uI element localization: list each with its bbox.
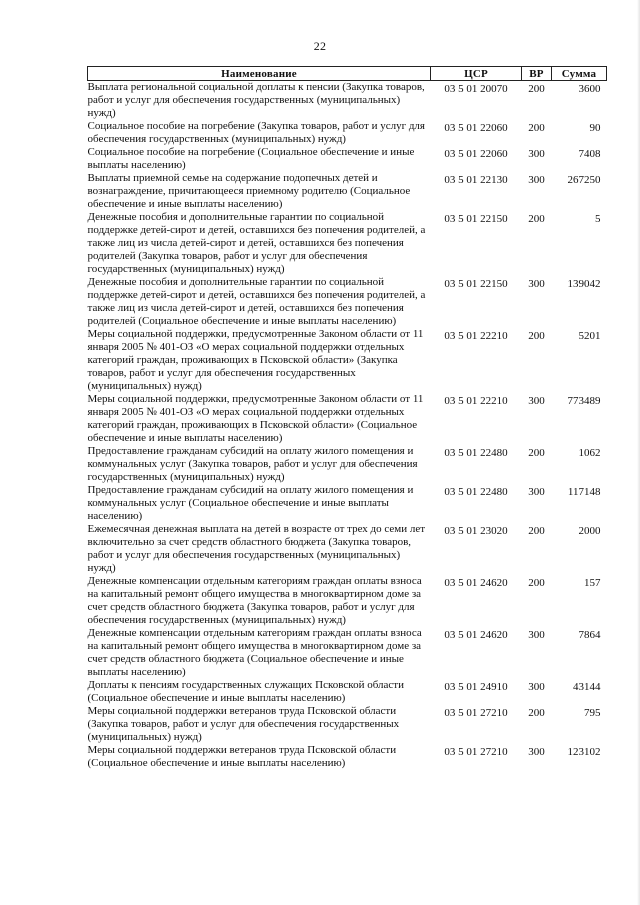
header-name: Наименование — [88, 67, 431, 81]
row-name: Выплаты приемной семье на содержание подопечных детей и вознаграждение, причитающееся приемному родителю (Социальное обеспечение и иные выплаты населению) — [87, 172, 411, 210]
table-row — [88, 276, 607, 328]
row-vr: 200 — [528, 707, 545, 719]
row-vr: 200 — [528, 525, 545, 537]
row-name: Меры социальной поддержки ветеранов труда Псковской области (Социальное обеспечение и иные выплаты населению) — [87, 744, 397, 769]
row-csr: 03 5 01 27210 — [444, 707, 508, 719]
table-row — [88, 81, 607, 121]
row-csr: 03 5 01 22480 — [444, 447, 508, 459]
row-vr: 300 — [528, 486, 545, 498]
row-csr: 03 5 01 22060 — [444, 122, 508, 134]
row-csr: 03 5 01 24910 — [444, 681, 508, 693]
row-name: Социальное пособие на погребение (Закупка товаров, работ и услуг для обеспечения государственных (муниципальных) нужд) — [87, 120, 425, 145]
table-header — [88, 67, 607, 81]
header-csr: ЦСР — [431, 67, 522, 81]
row-vr: 200 — [528, 577, 545, 589]
row-sum: 117148 — [567, 486, 601, 498]
table-row — [88, 172, 607, 211]
row-sum: 3600 — [578, 83, 601, 95]
row-sum: 157 — [584, 577, 601, 589]
row-name: Предоставление гражданам субсидий на оплату жилого помещения и коммунальных услуг (Социальное обеспечение и иные выплаты населению) — [87, 484, 414, 522]
row-sum: 5 — [595, 213, 601, 225]
row-vr: 300 — [528, 174, 545, 186]
row-sum: 1062 — [578, 447, 601, 459]
row-sum: 5201 — [578, 330, 601, 342]
row-csr: 03 5 01 22150 — [444, 278, 508, 290]
row-csr: 03 5 01 24620 — [444, 629, 508, 641]
budget-table — [87, 66, 607, 770]
row-name: Меры социальной поддержки, предусмотренные Законом области от 11 января 2005 № 401-ОЗ «О мерах социальной поддержки отдельных категорий граждан, проживающих в Псковской области» (Социальное обеспечение и иные выплаты населению) — [87, 393, 424, 444]
row-csr: 03 5 01 22210 — [444, 395, 508, 407]
row-name: Меры социальной поддержки, предусмотренные Законом области от 11 января 2005 № 401-ОЗ «О мерах социальной поддержки отдельных категорий граждан, проживающих в Псковской области» (Закупка товаров, работ и услуг для обеспечения государственных (муниципальных) нужд) — [87, 328, 424, 392]
row-vr: 200 — [528, 330, 545, 342]
row-vr: 200 — [528, 122, 545, 134]
table-row — [88, 120, 607, 146]
table-row — [88, 679, 607, 705]
page-number: 22 — [313, 39, 327, 53]
row-vr: 300 — [528, 395, 545, 407]
row-vr: 200 — [528, 213, 545, 225]
row-csr: 03 5 01 22480 — [444, 486, 508, 498]
table-row — [88, 146, 607, 172]
row-name: Социальное пособие на погребение (Социальное обеспечение и иные выплаты населению) — [87, 146, 415, 171]
row-csr: 03 5 01 24620 — [444, 577, 508, 589]
row-sum: 90 — [589, 122, 601, 134]
table-row — [88, 705, 607, 744]
row-csr: 03 5 01 22130 — [444, 174, 508, 186]
row-vr: 300 — [528, 746, 545, 758]
row-vr: 300 — [528, 681, 545, 693]
row-name: Денежные компенсации отдельным категориям граждан оплаты взноса на капитальный ремонт общего имущества в многоквартирном доме за счет средств областного бюджета (Социальное обеспечение и иные выплаты населению) — [87, 627, 422, 678]
row-name: Выплата региональной социальной доплаты к пенсии (Закупка товаров, работ и услуг для обеспечения государственных (муниципальных) нужд) — [87, 81, 425, 119]
row-name: Меры социальной поддержки ветеранов труда Псковской области (Закупка товаров, работ и услуг для обеспечения государственных (муниципальных) нужд) — [87, 705, 400, 743]
row-sum: 773489 — [567, 395, 601, 407]
row-sum: 139042 — [567, 278, 601, 290]
row-csr: 03 5 01 22060 — [444, 148, 508, 160]
row-sum: 267250 — [567, 174, 601, 186]
row-name: Денежные пособия и дополнительные гарантии по социальной поддержке детей-сирот и детей, оставшихся без попечения родителей, а также лиц из числа детей-сирот и детей, оставшихся без попечения родителей (Закупка товаров, работ и услуг для обеспечения государственных (муниципальных) нужд) — [87, 211, 426, 275]
row-vr: 200 — [528, 83, 545, 95]
row-vr: 300 — [528, 148, 545, 160]
table-row — [88, 445, 607, 484]
row-name: Доплаты к пенсиям государственных служащих Псковской области (Социальное обеспечение и иные выплаты населению) — [87, 679, 404, 704]
table-body — [88, 81, 607, 771]
table-row — [88, 523, 607, 575]
row-csr: 03 5 01 22210 — [444, 330, 508, 342]
row-csr: 03 5 01 23020 — [444, 525, 508, 537]
table-row — [88, 744, 607, 770]
row-name: Денежные компенсации отдельным категориям граждан оплаты взноса на капитальный ремонт общего имущества в многоквартирном доме за счет средств областного бюджета (Закупка товаров, работ и услуг для обеспечения государственных (муниципальных) нужд) — [87, 575, 422, 626]
row-sum: 7408 — [578, 148, 601, 160]
row-sum: 2000 — [578, 525, 601, 537]
header-row — [88, 67, 607, 81]
table-row — [88, 484, 607, 523]
row-vr: 300 — [528, 278, 545, 290]
row-name: Ежемесячная денежная выплата на детей в возрасте от трех до семи лет включительно за счет средств областного бюджета (Закупка товаров, работ и услуг для обеспечения государственных (муниципальных) нужд) — [87, 523, 426, 574]
table-row — [88, 211, 607, 276]
header-vr: ВР — [522, 67, 552, 81]
row-sum: 123102 — [567, 746, 601, 758]
row-name: Предоставление гражданам субсидий на оплату жилого помещения и коммунальных услуг (Закупка товаров, работ и услуг для обеспечения государственных (муниципальных) нужд) — [87, 445, 418, 483]
row-name: Денежные пособия и дополнительные гарантии по социальной поддержке детей-сирот и детей, оставшихся без попечения родителей, а также лиц из числа детей-сирот и детей, оставшихся без попечения родителей (Социальное обеспечение и иные выплаты населению) — [87, 276, 426, 327]
row-csr: 03 5 01 20070 — [444, 83, 508, 95]
row-csr: 03 5 01 22150 — [444, 213, 508, 225]
table-row — [88, 575, 607, 627]
header-sum: Сумма — [552, 67, 607, 81]
row-vr: 200 — [528, 447, 545, 459]
table-row — [88, 393, 607, 445]
row-vr: 300 — [528, 629, 545, 641]
row-sum: 795 — [584, 707, 601, 719]
table-row — [88, 328, 607, 393]
row-sum: 43144 — [573, 681, 601, 693]
table-row — [88, 627, 607, 679]
row-csr: 03 5 01 27210 — [444, 746, 508, 758]
row-sum: 7864 — [578, 629, 601, 641]
